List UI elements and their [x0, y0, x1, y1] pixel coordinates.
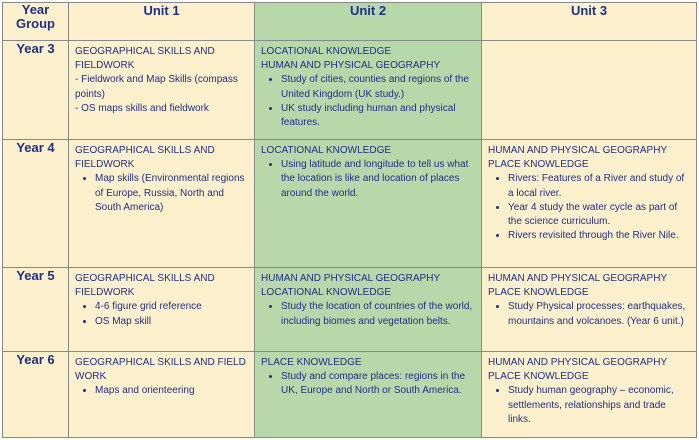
cell-heading: HUMAN AND PHYSICAL GEOGRAPHY [488, 273, 668, 284]
cell-heading: GEOGRAPHICAL SKILLS AND FIELDWORK [75, 46, 215, 72]
table-row [3, 268, 697, 352]
unit-cell [69, 268, 255, 352]
bullet-list [261, 370, 475, 398]
year-label: Year 3 [3, 41, 69, 140]
cell-heading: GEOGRAPHICAL SKILLS AND FIELD WORK [75, 357, 246, 383]
list-item: • Study the location of countries of the world, including biomes and vegetation belts. [281, 300, 475, 328]
list-item: • Year 4 study the water cycle as part of the science curriculum. [508, 201, 690, 229]
year-label: Year 4 [3, 140, 69, 268]
bullet-list [261, 73, 475, 130]
list-item: • Maps and orienteering [95, 384, 248, 398]
header-year-group: Year Group [3, 3, 69, 41]
list-item: • Study and compare places: regions in the UK, Europe and North or South America. [281, 370, 475, 398]
header-unit-1: Unit 1 [69, 3, 255, 41]
header-row [3, 3, 697, 41]
unit-cell [255, 268, 482, 352]
cell-heading: PLACE KNOWLEDGE [488, 287, 589, 299]
bullet-list [488, 172, 690, 243]
cell-heading: GEOGRAPHICAL SKILLS AND FIELDWORK [75, 273, 215, 299]
cell-heading: HUMAN AND PHYSICAL GEOGRAPHY [261, 60, 441, 72]
cell-heading: PLACE KNOWLEDGE [488, 159, 589, 171]
table-row [3, 140, 697, 268]
unit-cell [482, 41, 697, 140]
cell-heading: HUMAN AND PHYSICAL GEOGRAPHY [488, 145, 668, 156]
unit-cell [255, 352, 482, 438]
unit-cell [482, 140, 697, 268]
cell-heading: LOCATIONAL KNOWLEDGE [261, 46, 392, 57]
cell-heading: PLACE KNOWLEDGE [261, 357, 362, 368]
cell-heading: GEOGRAPHICAL SKILLS AND FIELDWORK [75, 145, 215, 171]
bullet-list [488, 384, 690, 427]
bullet-list [488, 300, 690, 328]
list-item: • OS Map skill [95, 315, 248, 329]
list-item: • Study of cities, counties and regions of the United Kingdom (UK study.) [281, 73, 475, 101]
list-item: • 4-6 figure grid reference [95, 300, 248, 314]
bullet-list [75, 172, 248, 215]
cell-heading: LOCATIONAL KNOWLEDGE [261, 145, 392, 156]
list-item: • Using latitude and longitude to tell us what the location is like and location of places around the world. [281, 158, 475, 201]
cell-heading: PLACE KNOWLEDGE [488, 371, 589, 383]
bullet-list [75, 384, 248, 398]
year-label: Year 5 [3, 268, 69, 352]
bullet-list [75, 300, 248, 328]
unit-cell [69, 352, 255, 438]
table-row [3, 41, 697, 140]
unit-cell [69, 140, 255, 268]
unit-cell [482, 352, 697, 438]
cell-heading: LOCATIONAL KNOWLEDGE [261, 287, 392, 299]
cell-heading: HUMAN AND PHYSICAL GEOGRAPHY [488, 357, 668, 368]
unit-cell [255, 140, 482, 268]
list-item: • Study Physical processes: earthquakes, mountains and volcanoes. (Year 6 unit.) [508, 300, 690, 328]
table-row [3, 352, 697, 438]
header-unit-3: Unit 3 [482, 3, 697, 41]
list-item: • Study human geography – economic, settlements, relationships and trade links. [508, 384, 690, 427]
year-label: Year 6 [3, 352, 69, 438]
cell-line: - OS maps skills and fieldwork [75, 102, 209, 114]
bullet-list [261, 300, 475, 328]
list-item: • Map skills (Environmental regions of Europe, Russia, North and South America) [95, 172, 248, 215]
cell-line: - Fieldwork and Map Skills (compass points) [75, 74, 238, 100]
unit-cell [255, 41, 482, 140]
unit-cell [69, 41, 255, 140]
bullet-list [261, 158, 475, 201]
list-item: • Rivers: Features of a River and study of a local river. [508, 172, 690, 200]
header-unit-2: Unit 2 [255, 3, 482, 41]
unit-cell [482, 268, 697, 352]
list-item: • UK study including human and physical features. [281, 102, 475, 130]
cell-heading: HUMAN AND PHYSICAL GEOGRAPHY [261, 273, 441, 284]
list-item: • Rivers revisited through the River Nile. [508, 229, 690, 243]
curriculum-table [2, 2, 697, 438]
